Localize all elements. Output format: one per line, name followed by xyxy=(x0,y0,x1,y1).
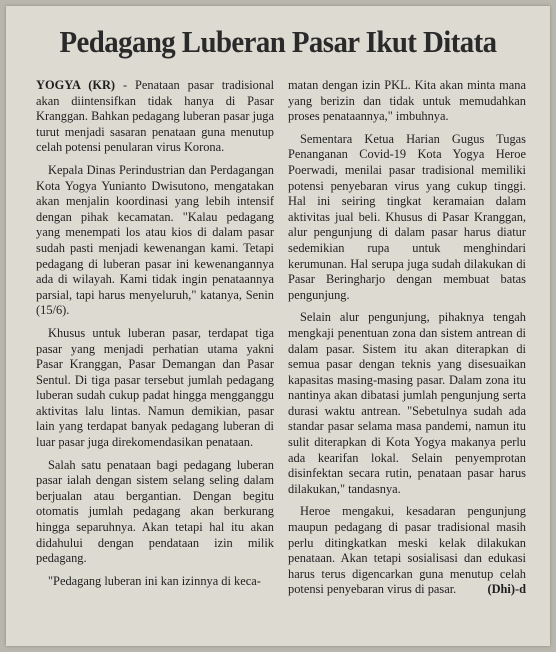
dateline: YOGYA (KR) xyxy=(36,78,116,92)
body-paragraph: Salah satu penataan bagi pedagang luberan pasar ialah dengan sistem selang seling dalam berjualan atau bergantian. Dengan begitu otomatis jumlah pedagang akan berkurang hingga separuhnya. Akan tetapi hal itu akan didahului dengan pendataan izin milik pedagang. xyxy=(36,457,274,566)
body-paragraph: Kepala Dinas Perindustrian dan Perdagangan Kota Yogya Yunianto Dwisutono, mengatakan akan menjalin koordinasi yang lebih intensif dengan pihak kecamatan. "Kalau pedagang yang menempati los atau kios di dalam pasar sudah pasti menjadi kewenangan kami. Tetapi pedagang di luberan pasar ini kewenangannya ada di wilayah. Kami tidak ingin penataannya parsial, tapi harus menyeluruh," katanya, Senin (15/6). xyxy=(36,162,274,318)
body-paragraph: Sementara Ketua Harian Gugus Tugas Penanganan Covid-19 Kota Yogya Heroe Poerwadi, menilai pasar tradisional memiliki potensi penyebaran virus yang cukup tinggi. Hal ini seiring tingkat keramaian dalam aktivitas jual beli. Khusus di Pasar Kranggan, alur pengunjung di dalam pasar harus diatur sedemikian rupa untuk menghindari kerumunan. Hal serupa juga sudah dilakukan di Pasar Beringharjo dengan membuat batas pengunjung. xyxy=(288,131,526,302)
author-signature: (Dhi)-d xyxy=(487,582,526,597)
article-column-left xyxy=(36,78,274,596)
lead-paragraph xyxy=(36,78,274,156)
body-paragraph: Selain alur pengunjung, pihaknya tengah mengkaji penentuan zona dan sistem antrean di dalam pasar. Sistem itu akan diterapkan di semua pasar dengan teknis yang disesuaikan kapasitas masing-masing pasar. Dalam zona itu nantinya akan dibatasi jumlah pengunjung serta durasi waktu antrean. "Sebetulnya sudah ada standar pasar selama masa pandemi, namun itu sulit diterapkan di Kota Yogya makanya perlu ada kearifan lokal. Selain penyemprotan disinfektan secara rutin, penataan pasar harus dilakukan," tandasnya. xyxy=(288,310,526,496)
newspaper-clipping xyxy=(6,6,550,646)
article-column-right xyxy=(288,78,526,605)
closing-paragraph xyxy=(288,504,526,598)
closing-text: Heroe mengakui, kesadaran pengunjung maupun pedagang di pasar tradisional masih perlu ditingkatkan meski kelak dilakukan penataan. Akan tetapi sosialisasi dan edukasi harus terus digencarkan guna menutup celah potensi penyebaran virus di pasar. xyxy=(288,504,526,597)
body-paragraph: Khusus untuk luberan pasar, terdapat tiga pasar yang menjadi perhatian utama yakni Pasar Kranggan, Pasar Demangan dan Pasar Sentul. Di tiga pasar tersebut jumlah pedagang luberan sudah cukup padat hingga mengganggu aktivitas lalu lintas. Namun demikian, pasar lain yang terdapat banyak pedagang luberan di luar pasar juga direkomendasikan penataan. xyxy=(36,325,274,450)
body-paragraph: matan dengan izin PKL. Kita akan minta mana yang berizin dan tidak untuk memudahkan proses penataannya," imbuhnya. xyxy=(288,78,526,124)
lead-text: - Penataan pasar tradisional akan diintensifkan tidak hanya di Pasar Kranggan. Bahkan pedagang luberan pasar juga turut menjadi sasaran penataan guna menutup celah potensi penularan virus Korona. xyxy=(36,78,275,155)
headline: Pedagang Luberan Pasar Ikut Ditata xyxy=(59,24,497,59)
body-paragraph: "Pedagang luberan ini kan izinnya di keca- xyxy=(48,573,261,588)
